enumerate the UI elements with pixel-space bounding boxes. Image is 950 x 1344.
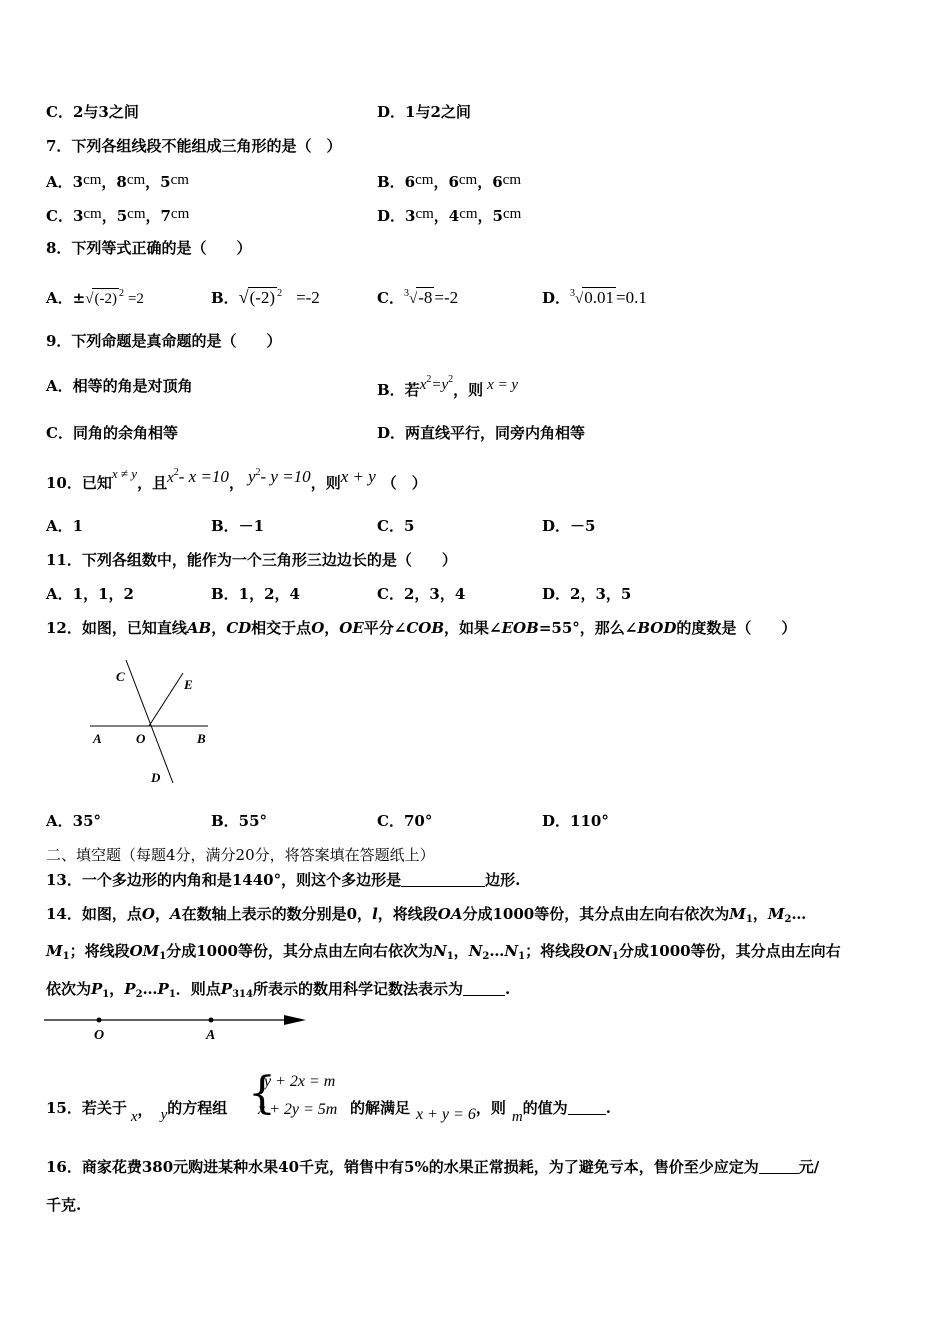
q14-line3: 依次为$P_1$，$P_2\dots P_1$．则点$P_{314}$所表示的数用科学记数法表示为 . xyxy=(46,980,511,1000)
q9-option-c: C．同角的余角相等 xyxy=(46,424,178,442)
point-o xyxy=(97,1018,102,1023)
line-cd xyxy=(126,660,173,783)
q11-option-d: D．2，3，5 xyxy=(542,585,632,603)
point-a xyxy=(209,1018,214,1023)
ray-oe xyxy=(149,673,183,726)
q8-option-c: C．$^3$√-8 =-2 xyxy=(377,288,459,307)
q10-stem: 10．已知x ≠ y，且$x^2-$ x =10， $y^2-$ y =10，则x + y （ ） xyxy=(46,466,427,492)
q16-answer-blank[interactable] xyxy=(759,1159,799,1174)
q9-stem: 9．下列命题是真命题的是（ ） xyxy=(46,332,282,350)
label-e: E xyxy=(184,677,193,692)
q9-option-b: B．若$x^2=y^2$，则 x = y xyxy=(377,374,519,399)
q14-number-line xyxy=(44,1010,310,1044)
q15-prefix: 15．若关于 x， y的方程组 xyxy=(46,1099,228,1125)
q6-option-c: C．2与3之间 xyxy=(46,103,139,121)
q7-option-a: A．3cm，8cm，5cm xyxy=(46,172,189,191)
q14-answer-blank[interactable] xyxy=(463,981,505,996)
q11-stem: 11．下列各组数中，能作为一个三角形三边边长的是（ ） xyxy=(46,551,457,569)
section-heading: 二、填空题（每题4分，满分20分，将答案填在答题纸上） xyxy=(46,846,435,864)
q8-option-b: B．√(-2) $^2$ =-2 xyxy=(211,287,320,307)
q8-stem: 8．下列等式正确的是（ ） xyxy=(46,239,252,257)
q15-equation-1: y + 2x = m xyxy=(264,1073,336,1090)
q7-option-c: C．3cm，5cm，7cm xyxy=(46,206,190,225)
q12-option-c: C．70° xyxy=(377,812,433,830)
q16-line1: 16．商家花费380元购进某种水果40千克，销售中有5%的水果正常损耗，为了避免亏本，售价至少应定为 元/ xyxy=(46,1158,820,1176)
axis-label-a: A xyxy=(206,1028,216,1043)
label-a: A xyxy=(93,731,102,746)
q7-option-b: B．6cm，6cm，6cm xyxy=(377,172,521,191)
q11-option-c: C．2，3，4 xyxy=(377,585,466,603)
label-d: D xyxy=(151,770,161,785)
axis-arrow-icon xyxy=(284,1015,306,1025)
q9-option-d: D．两直线平行，同旁内角相等 xyxy=(377,424,586,442)
q10-option-a: A．1 xyxy=(46,517,84,535)
q15-brace: { xyxy=(248,1068,276,1119)
q14-line2: $M_1$；将线段$OM_1$分成1000等份，其分点由左向右依次为$N_1$，$N_2\dots N_1$；将线段$ON_1$分成1000等份，其分点由左向右 xyxy=(46,942,841,962)
q7-stem: 7．下列各组线段不能组成三角形的是（ ） xyxy=(46,137,342,155)
axis-label-o: O xyxy=(94,1028,105,1043)
label-c: C xyxy=(116,669,125,684)
q12-option-d: D．110° xyxy=(542,812,609,830)
q6-option-d: D．1与2之间 xyxy=(377,103,471,121)
q9-option-a: A．相等的角是对顶角 xyxy=(46,377,193,395)
q15-answer-blank[interactable] xyxy=(568,1100,606,1115)
q8-option-d: D．$^3$√0.01 =0.1 xyxy=(542,288,647,307)
q12-option-a: A．35° xyxy=(46,812,102,830)
q10-option-b: B．－1 xyxy=(211,517,265,535)
q14-line1: 14．如图，点O，A在数轴上表示的数分别是0，l，将线段OA分成1000等份，其分点由左向右依次为$M_1$，$M_2\dots$ xyxy=(46,905,807,925)
q13-answer-blank[interactable] xyxy=(401,872,485,887)
q12-stem: 12．如图，已知直线AB，CD相交于点O，OE平分∠COB，如果∠EOB=55°，那么∠BOD的度数是（ ） xyxy=(46,619,797,637)
q12-figure xyxy=(80,655,220,790)
label-b: B xyxy=(197,731,206,746)
q13: 13．一个多边形的内角和是1440°，则这个多边形是 边形. xyxy=(46,871,521,889)
label-o: O xyxy=(136,731,146,746)
q10-option-c: C．5 xyxy=(377,517,415,535)
q10-option-d: D．－5 xyxy=(542,517,596,535)
q12-option-b: B．55° xyxy=(211,812,268,830)
q7-option-d: D．3cm，4cm，5cm xyxy=(377,206,522,225)
q15-suffix: 的解满足 x + y = 6，则 m的值为 . xyxy=(350,1099,611,1125)
q16-line2: 千克. xyxy=(46,1196,82,1214)
q11-option-a: A．1，1，2 xyxy=(46,585,134,603)
q11-option-b: B．1，2，4 xyxy=(211,585,300,603)
q8-option-a: A．±√(-2) $^2$ =2 xyxy=(46,288,144,307)
q15-equation-2: x + 2y = 5m xyxy=(258,1101,338,1118)
